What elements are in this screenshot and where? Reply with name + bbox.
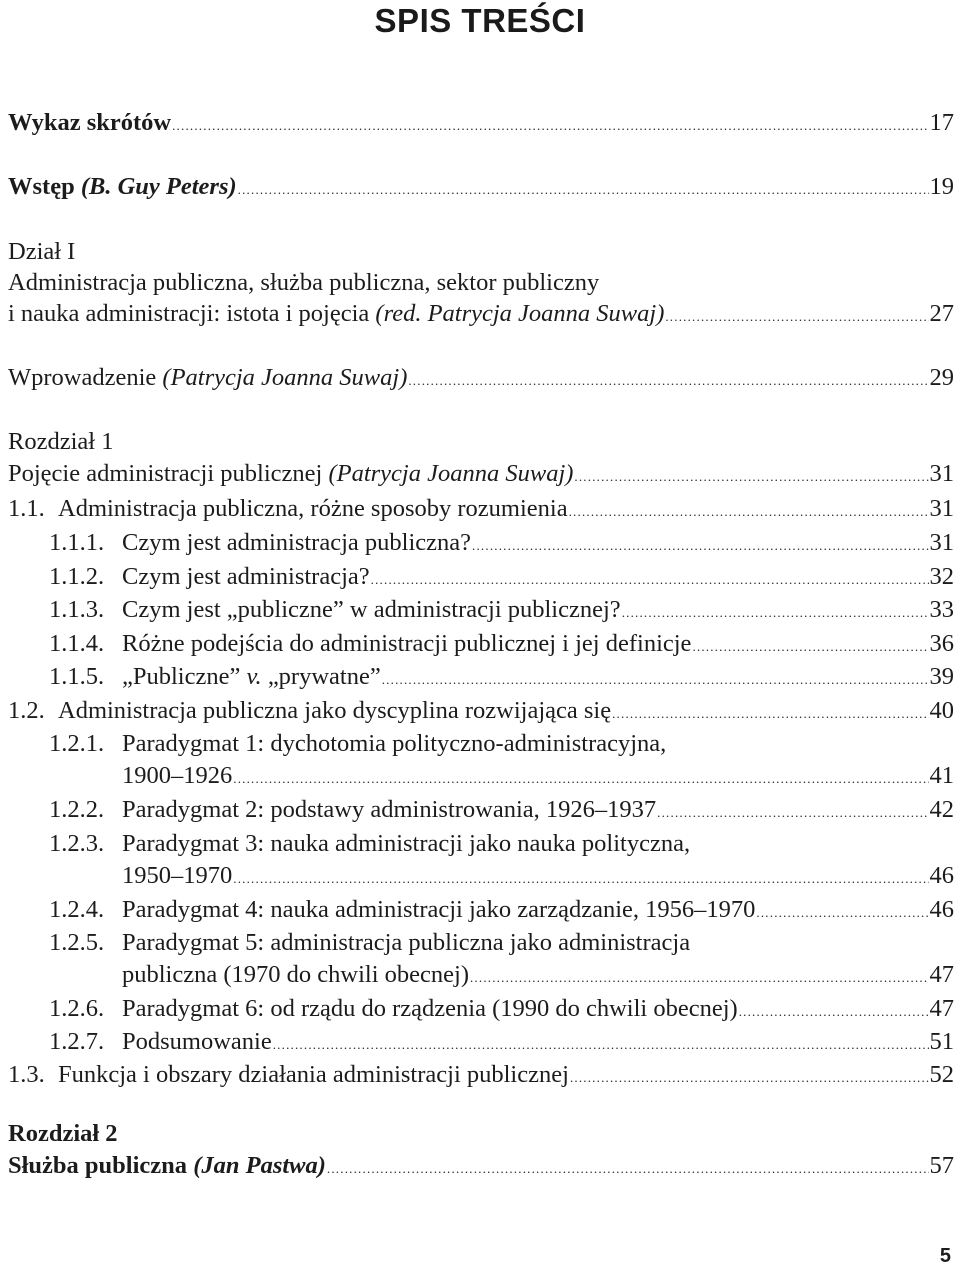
toc-entry-1-1-2[interactable] xyxy=(49,561,954,593)
toc-entry-1-1-4[interactable] xyxy=(49,628,954,660)
toc-page-number: 51 xyxy=(929,1028,954,1055)
toc-entry-wprowadzenie[interactable] xyxy=(8,362,954,394)
toc-entry-rozdzial-2[interactable] xyxy=(8,1150,954,1182)
dot-leader xyxy=(739,996,929,1028)
toc-entry-1-1-5[interactable] xyxy=(49,661,954,693)
toc-entry-1-2[interactable] xyxy=(8,695,954,727)
toc-entry-1-2-3[interactable] xyxy=(122,860,954,892)
toc-entry-title: „Publiczne” v. „prywatne” xyxy=(122,663,381,690)
toc-page-number: 32 xyxy=(929,563,954,590)
toc-entry-title: i nauka administracji: istota i pojęcia (red. Patrycja Joanna Suwaj) xyxy=(8,300,665,327)
toc-entry-title: Administracja publiczna jako dyscyplina rozwijająca się xyxy=(58,697,612,724)
toc-page-number: 40 xyxy=(929,697,954,724)
dot-leader xyxy=(574,461,928,493)
section-number: 1.2.2. xyxy=(49,796,105,823)
toc-entry-author: (Patrycja Joanna Suwaj) xyxy=(162,364,408,391)
toc-entry-title: Czym jest „publiczne” w administracji publicznej? xyxy=(122,596,621,623)
toc-part-label: Dział I xyxy=(8,238,76,265)
section-number: 1.1.4. xyxy=(49,630,105,657)
toc-entry-1-1[interactable] xyxy=(8,493,954,525)
toc-entry-title: Paradygmat 4: nauka administracji jako zarządzanie, 1956–1970 xyxy=(122,896,756,923)
dot-leader xyxy=(470,962,929,994)
toc-entry-1-2-5-first-line: 1.2.5. Paradygmat 5: administracja publiczna jako administracja xyxy=(49,927,690,959)
toc-entry-title: Pojęcie administracji publicznej (Patrycja Joanna Suwaj) xyxy=(8,460,574,487)
section-number: 1.2.4. xyxy=(49,896,105,923)
toc-entry-title: 1900–1926 xyxy=(122,762,233,789)
toc-chapter-label: Rozdział 2 xyxy=(8,1120,118,1147)
dot-leader xyxy=(665,301,928,333)
toc-chapter-label: Rozdział 1 xyxy=(8,428,114,455)
section-number: 1.2.3. xyxy=(49,830,105,857)
toc-entry-title: 1950–1970 xyxy=(122,862,233,889)
toc-page-number: 52 xyxy=(929,1061,954,1088)
section-number: 1.1.5. xyxy=(49,663,105,690)
toc-entry-rozdzial-1[interactable] xyxy=(8,458,954,490)
section-number: 1.1.3. xyxy=(49,596,105,623)
toc-page-number: 47 xyxy=(929,995,954,1022)
dot-leader xyxy=(622,597,929,629)
toc-page-number: 42 xyxy=(929,796,954,823)
toc-entry-title: Wykaz skrótów xyxy=(8,109,172,136)
toc-entry-wstep[interactable] xyxy=(8,171,954,203)
toc-entry-title: Wprowadzenie (Patrycja Joanna Suwaj) xyxy=(8,364,408,391)
toc-entry-title: Paradygmat 6: od rządu do rządzenia (1990 do chwili obecnej) xyxy=(122,995,738,1022)
toc-entry-1-2-1-first-line: 1.2.1. Paradygmat 1: dychotomia polityczno-administracyjna, xyxy=(49,728,666,760)
toc-entry-title: Paradygmat 2: podstawy administrowania, 1926–1937 xyxy=(122,796,657,823)
toc-entry-1-1-1[interactable] xyxy=(49,527,954,559)
section-number: 1.1. xyxy=(8,495,45,522)
dot-leader xyxy=(233,863,928,895)
dot-leader xyxy=(408,365,928,397)
toc-entry-title: Funkcja i obszary działania administracji publicznej xyxy=(58,1061,569,1088)
section-number: 1.2.1. xyxy=(49,730,105,757)
toc-entry-author: (Jan Pastwa) xyxy=(193,1152,326,1179)
dot-leader xyxy=(233,763,928,795)
toc-entry-dzial-1[interactable] xyxy=(8,298,954,330)
toc-entry-1-2-2[interactable] xyxy=(49,794,954,826)
toc-entry-title: Służba publiczna (Jan Pastwa) xyxy=(8,1152,326,1179)
toc-page-number: 36 xyxy=(929,630,954,657)
dot-leader xyxy=(172,110,928,142)
toc-page-number: 46 xyxy=(929,862,954,889)
dot-leader xyxy=(756,897,928,929)
toc-page-number: 17 xyxy=(929,109,954,136)
toc-page-number: 47 xyxy=(929,961,954,988)
toc-entry-title: Podsumowanie xyxy=(122,1028,272,1055)
toc-entry-1-2-4[interactable] xyxy=(49,894,954,926)
toc-page-number: 31 xyxy=(929,529,954,556)
section-number: 1.2.5. xyxy=(49,929,105,956)
toc-entry-title: Wstęp (B. Guy Peters) xyxy=(8,173,237,200)
dot-leader xyxy=(327,1153,929,1185)
toc-entry-1-2-5[interactable] xyxy=(122,959,954,991)
toc-entry-1-3[interactable] xyxy=(8,1059,954,1091)
toc-page-number: 57 xyxy=(929,1152,954,1179)
dot-leader xyxy=(382,664,929,696)
section-number: 1.2. xyxy=(8,697,45,724)
section-number: 1.3. xyxy=(8,1061,45,1088)
toc-page-number: 19 xyxy=(929,173,954,200)
toc-page-number: 33 xyxy=(929,596,954,623)
toc-entry-title: Różne podejścia do administracji publicznej i jej definicje xyxy=(122,630,692,657)
dot-leader xyxy=(692,631,928,663)
toc-page-number: 27 xyxy=(929,300,954,327)
section-number: 1.2.6. xyxy=(49,995,105,1022)
toc-entry-1-2-3-first-line: 1.2.3. Paradygmat 3: nauka administracji jako nauka polityczna, xyxy=(49,828,690,860)
toc-page-number: 31 xyxy=(929,495,954,522)
toc-entry-title: Czym jest administracja publiczna? xyxy=(122,529,472,556)
toc-entry-author: (B. Guy Peters) xyxy=(80,173,237,200)
dot-leader xyxy=(657,797,928,829)
section-number: 1.2.7. xyxy=(49,1028,105,1055)
toc-entry-title: Administracja publiczna, różne sposoby rozumienia xyxy=(58,495,568,522)
dot-leader xyxy=(472,530,928,562)
dot-leader xyxy=(238,174,929,206)
toc-entry-title: Czym jest administracja? xyxy=(122,563,370,590)
footer-page-number: 5 xyxy=(939,1245,951,1267)
toc-entry-1-1-3[interactable] xyxy=(49,594,954,626)
section-number: 1.1.2. xyxy=(49,563,105,590)
toc-page-number: 31 xyxy=(929,460,954,487)
dot-leader xyxy=(570,1062,929,1094)
dot-leader xyxy=(371,564,929,596)
section-number: 1.1.1. xyxy=(49,529,105,556)
toc-entry-wykaz[interactable] xyxy=(8,107,954,139)
dot-leader xyxy=(569,496,929,528)
dot-leader xyxy=(273,1029,929,1061)
toc-entry-1-2-1[interactable] xyxy=(122,760,954,792)
toc-part-title-line1: Administracja publiczna, służba publiczna, sektor publiczny xyxy=(8,269,600,296)
toc-page-number: 39 xyxy=(929,663,954,690)
toc-entry-author: (red. Patrycja Joanna Suwaj) xyxy=(375,300,665,327)
toc-entry-author: (Patrycja Joanna Suwaj) xyxy=(328,460,574,487)
toc-entry-title: publiczna (1970 do chwili obecnej) xyxy=(122,961,469,988)
toc-entry-1-2-7[interactable] xyxy=(49,1026,954,1058)
page-title: SPIS TREŚCI xyxy=(374,2,586,39)
toc-page-number: 41 xyxy=(929,762,954,789)
toc-entry-1-2-6[interactable] xyxy=(49,993,954,1025)
dot-leader xyxy=(612,698,928,730)
toc-page-number: 46 xyxy=(929,896,954,923)
toc-page-number: 29 xyxy=(929,364,954,391)
